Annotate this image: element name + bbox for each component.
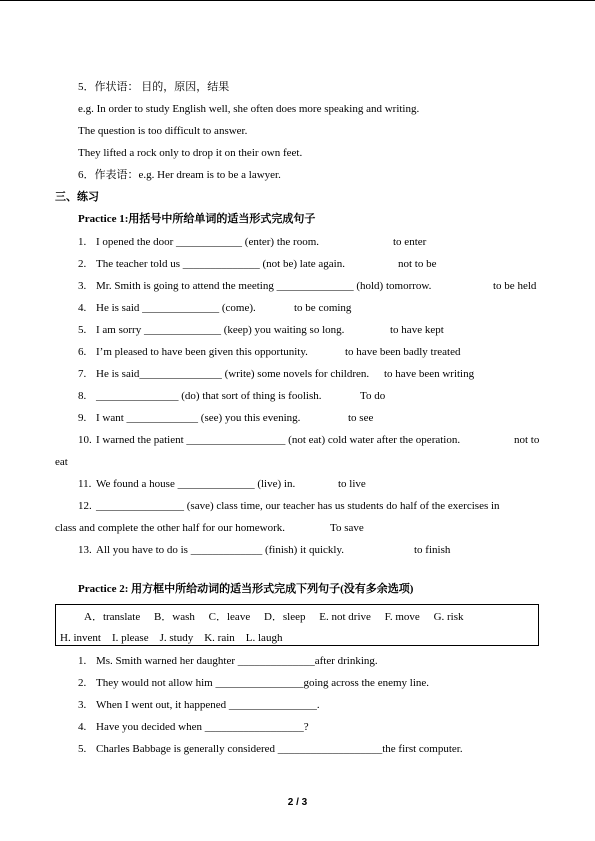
options-box <box>55 604 539 646</box>
p2-item: 2. They would not allow him ________________going across the enemy line. <box>78 677 430 689</box>
section5-example-3: They lifted a rock only to drop it on their own feet. <box>78 147 303 159</box>
p2-item: 1. Ms. Smith warned her daughter ______________after drinking. <box>78 655 378 667</box>
p1-item: 5. I am sorry ______________ (keep) you waiting so long. <box>78 324 345 336</box>
p1-answer: To save <box>330 522 364 534</box>
p1-answer: to be coming <box>294 302 352 314</box>
p1-answer: to have been writing <box>384 368 475 380</box>
option: A．translate <box>84 611 141 623</box>
option: B．wash <box>153 611 195 623</box>
options-row-1 <box>84 611 538 624</box>
page-number: 2 / 3 <box>287 797 308 808</box>
p1-item: 7. He is said_______________ (write) some novels for children. <box>78 368 370 380</box>
p2-item: 4. Have you decided when __________________? <box>78 721 309 733</box>
p1-item: 4. He is said ______________ (come). <box>78 302 256 314</box>
option: G. risk <box>433 611 464 623</box>
p1-answer: to have kept <box>390 324 444 336</box>
practice1-title: Practice 1:用括号中所给单词的适当形式完成句子 <box>78 213 316 225</box>
p1-item: 9. I want _____________ (see) you this evening. <box>78 412 301 424</box>
option: L. laugh <box>245 632 283 644</box>
p1-answer: to be held <box>493 280 537 292</box>
section5-example-2: The question is too difficult to answer. <box>78 125 248 137</box>
option: H. invent <box>60 632 101 644</box>
p1-answer: to finish <box>414 544 451 556</box>
section3-title: 三、练习 <box>55 191 99 203</box>
option: I. please <box>111 632 149 644</box>
option: C．leave <box>208 611 251 623</box>
p1-item: 3. Mr. Smith is going to attend the meeting ______________ (hold) tomorrow. <box>78 280 432 292</box>
practice2-title: Practice 2: 用方框中所给动词的适当形式完成下列句子(没有多余选项) <box>78 583 414 595</box>
options-row-2 <box>60 632 538 645</box>
option: J. study <box>159 632 194 644</box>
p2-item: 3. When I went out, it happened ________________. <box>78 699 320 711</box>
p1-item-continuation: eat <box>55 456 68 468</box>
section5-example-1: e.g. In order to study English well, she often does more speaking and writing. <box>78 103 420 115</box>
p1-answer: not to be <box>398 258 437 270</box>
p1-item: 13. All you have to do is _____________ (finish) it quickly. <box>78 544 344 556</box>
p1-item: 2. The teacher told us ______________ (not be) late again. <box>78 258 345 270</box>
p1-item: 12. ________________ (save) class time, our teacher has us students do half of the exercises in <box>78 500 500 512</box>
p1-answer: to see <box>348 412 374 424</box>
p1-answer: to have been badly treated <box>345 346 461 358</box>
option: F. move <box>384 611 420 623</box>
p1-item: 8. _______________ (do) that sort of thing is foolish. <box>78 390 322 402</box>
p1-answer: To do <box>360 390 386 402</box>
p1-item: 1. I opened the door ____________ (enter) the room. <box>78 236 319 248</box>
option: E. not drive <box>319 611 371 623</box>
p1-answer: to enter <box>393 236 427 248</box>
p2-item: 5. Charles Babbage is generally considered ___________________the first computer. <box>78 743 463 755</box>
section6-heading: 6．作表语：e.g. Her dream is to be a lawyer. <box>78 169 281 181</box>
p1-answer: not to <box>514 434 540 446</box>
p1-item: 6. I’m pleased to have been given this opportunity. <box>78 346 308 358</box>
top-rule <box>0 0 595 1</box>
option: K. rain <box>204 632 235 644</box>
section5-heading: 5．作状语： 目的，原因，结果 <box>78 81 230 93</box>
option: D．sleep <box>263 611 306 623</box>
p1-item: 11. We found a house ______________ (live) in. <box>78 478 296 490</box>
p1-answer: to live <box>338 478 366 490</box>
p1-item-continuation: class and complete the other half for our homework. <box>55 522 286 534</box>
p1-item: 10. I warned the patient __________________ (not eat) cold water after the operation. <box>78 434 461 446</box>
